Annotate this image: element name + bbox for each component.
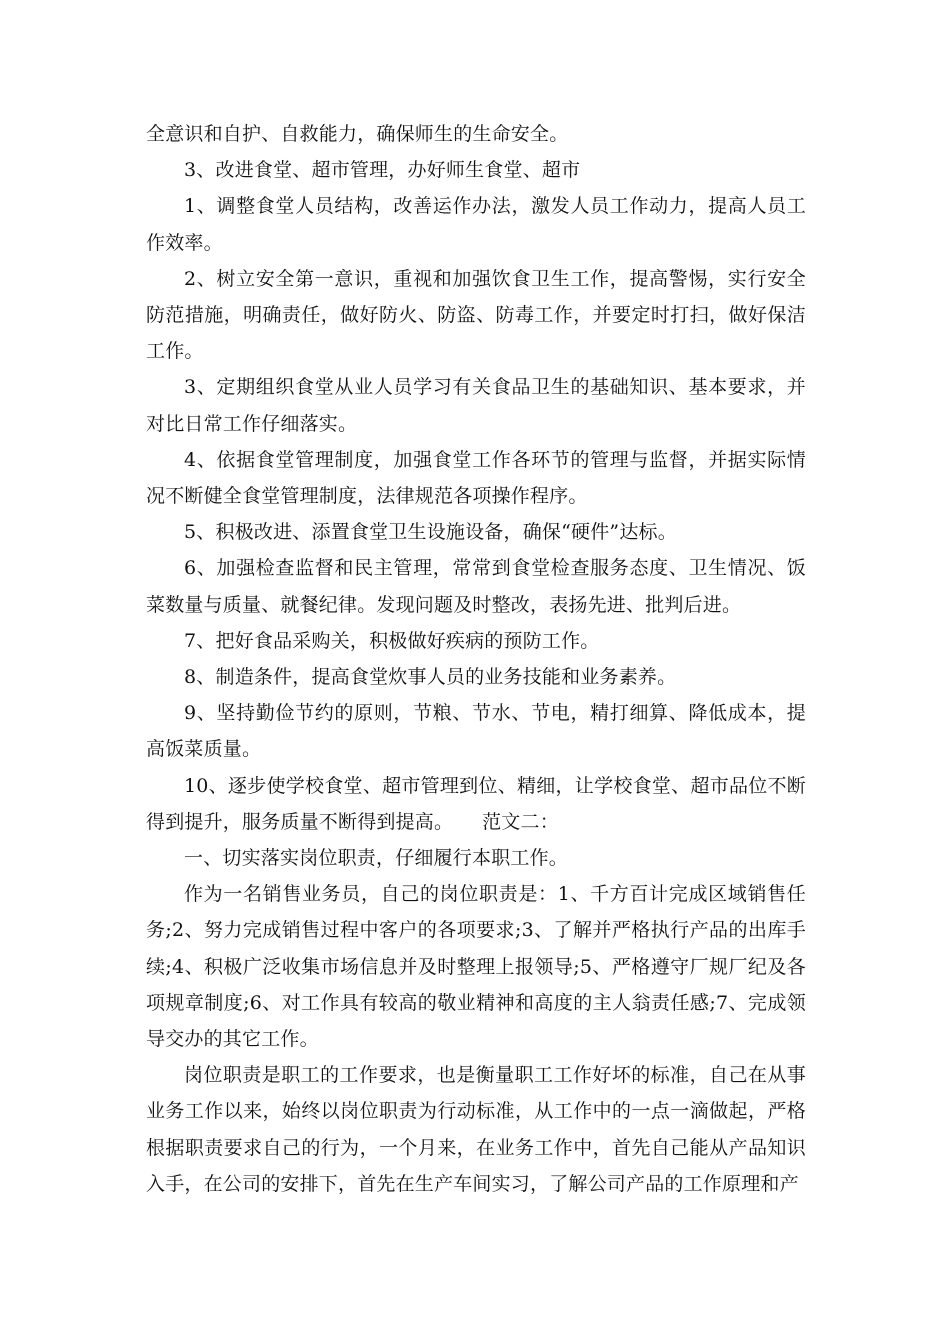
paragraph-10: 8、制造条件，提高食堂炊事人员的业务技能和业务素养。 [184, 666, 677, 689]
paragraph-2: 3、改进食堂、超市管理，办好师生食堂、超市 [184, 159, 581, 182]
paragraph-1: 全意识和自护、自救能力，确保师生的生命安全。 [146, 123, 569, 145]
paragraph-14: 作为一名销售业务员，自己的岗位职责是：1、千方百计完成区域销售任务;2、努力完成销售过程中客户的各项要求;3、了解并严格执行产品的出库手续;4、积极广泛收集市场信息并及时整理上报领导;5、严格遵守厂规厂纪及各项规章制度;6、对工作具有较高的敬业精神和高度的主人翁责任感;7、完成领导交办的其它工作。 [146, 883, 806, 1051]
paragraph-15: 岗位职责是职工的工作要求，也是衡量职工工作好坏的标准，自己在从事业务工作以来，始终以岗位职责为行动标准，从工作中的一点一滴做起，严格根据职责要求自己的行为，一个月来，在业务工作中，首先自己能从产品知识入手，在公司的安排下，首先在生产车间实习，了解公司产品的工作原理和产 [146, 1064, 806, 1195]
paragraph-11: 9、坚持勤俭节约的原则，节粮、节水、节电，精打细算、降低成本，提高饭菜质量。 [146, 702, 806, 761]
paragraph-7: 5、积极改进、添置食堂卫生设施设备，确保“硬件”达标。 [184, 521, 677, 544]
paragraph-4: 2、树立安全第一意识，重视和加强饮食卫生工作，提高警惕，实行安全防范措施，明确责任，做好防火、防盗、防毒工作，并要定时打扫，做好保洁工作。 [146, 267, 806, 363]
paragraph-8: 6、加强检查监督和民主管理，常常到食堂检查服务态度、卫生情况、饭菜数量与质量、就餐纪律。发现问题及时整改，表扬先进、批判后进。 [146, 557, 806, 616]
document-body [146, 116, 806, 1202]
paragraph-9: 7、把好食品采购关，积极做好疾病的预防工作。 [184, 629, 600, 652]
paragraph-12: 10、逐步使学校食堂、超市管理到位、精细，让学校食堂、超市品位不断得到提升，服务质量不断得到提高。 范文二： [146, 774, 806, 833]
paragraph-3: 1、调整食堂人员结构，改善运作办法，激发人员工作动力，提高人员工作效率。 [146, 195, 806, 254]
paragraph-6: 4、依据食堂管理制度，加强食堂工作各环节的管理与监督，并据实际情况不断健全食堂管理制度，法律规范各项操作程序。 [146, 448, 806, 508]
paragraph-13: 一、切实落实岗位职责，仔细履行本职工作。 [184, 847, 569, 870]
paragraph-5: 3、定期组织食堂从业人员学习有关食品卫生的基础知识、基本要求，并对比日常工作仔细落实。 [146, 376, 806, 435]
